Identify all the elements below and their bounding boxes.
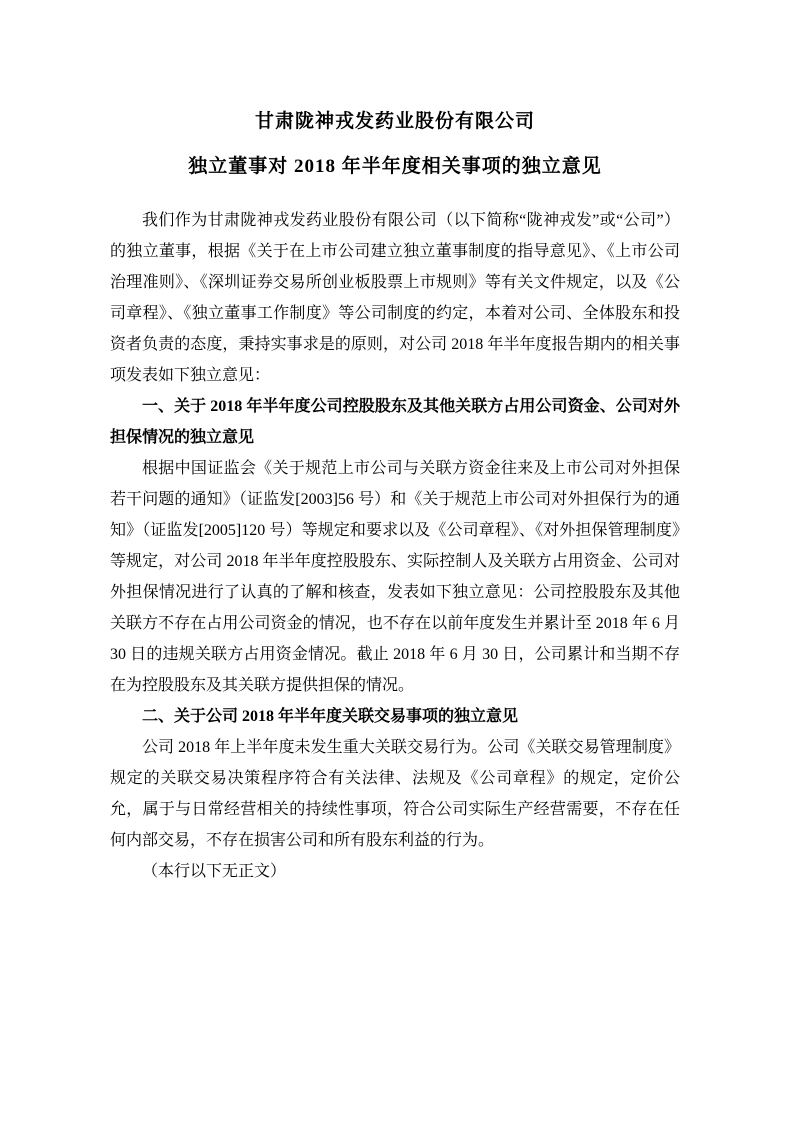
- intro-paragraph: 我们作为甘肃陇神戎发药业股份有限公司（以下简称“陇神戎发”或“公司”）的独立董事，根据《关于在上市公司建立独立董事制度的指导意见》、《上市公司治理准则》、《深圳证券交易所创业板股票上市规则》等有关文件规定，以及《公司章程》、《独立董事工作制度》等公司制度的约定，本着对公司、全体股东和投资者负责的态度，秉持实事求是的原则，对公司 2018 年半年度报告期内的相关事项发表如下独立意见：: [110, 212, 680, 384]
- closing-note: （本行以下无正文）: [142, 863, 287, 880]
- section-1-paragraph: 根据中国证监会《关于规范上市公司与关联方资金往来及上市公司对外担保若干问题的通知》（证监发[2003]56 号）和《关于规范上市公司对外担保行为的通知》（证监发[2005]120 号）等规定和要求以及《公司章程》、《对外担保管理制度》等规定，对公司 2018 年半年度控股股东、实际控制人及关联方占用资金、公司对外担保情况进行了认真的了解和核查，发表如下独立意见：公司控股股东及其他关联方不存在占用公司资金的情况，也不存在以前年度发生并累计至 2018 年 6 月 30 日的违规关联方占用资金情况。截止 2018 年 6 月 30 日，公司累计和当期不存在为控股股东及其关联方提供担保的情况。: [110, 460, 680, 694]
- document-title-line2: 独立董事对 2018 年半年度相关事项的独立意见: [188, 156, 602, 177]
- section-1-heading: 一、关于 2018 年半年度公司控股股东及其他关联方占用公司资金、公司对外担保情况的独立意见: [110, 398, 680, 446]
- section-2-paragraph: 公司 2018 年上半年度未发生重大关联交易行为。公司《关联交易管理制度》规定的关联交易决策程序符合有关法律、法规及《公司章程》的规定，定价公允，属于与日常经营相关的持续性事项，符合公司实际生产经营需要，不存在任何内部交易，不存在损害公司和所有股东利益的行为。: [110, 739, 680, 849]
- document-title: [110, 99, 680, 189]
- section-2-heading: 二、关于公司 2018 年半年度关联交易事项的独立意见: [142, 708, 519, 725]
- document-title-line1: 甘肃陇神戎发药业股份有限公司: [254, 111, 535, 132]
- document-body: [110, 205, 680, 887]
